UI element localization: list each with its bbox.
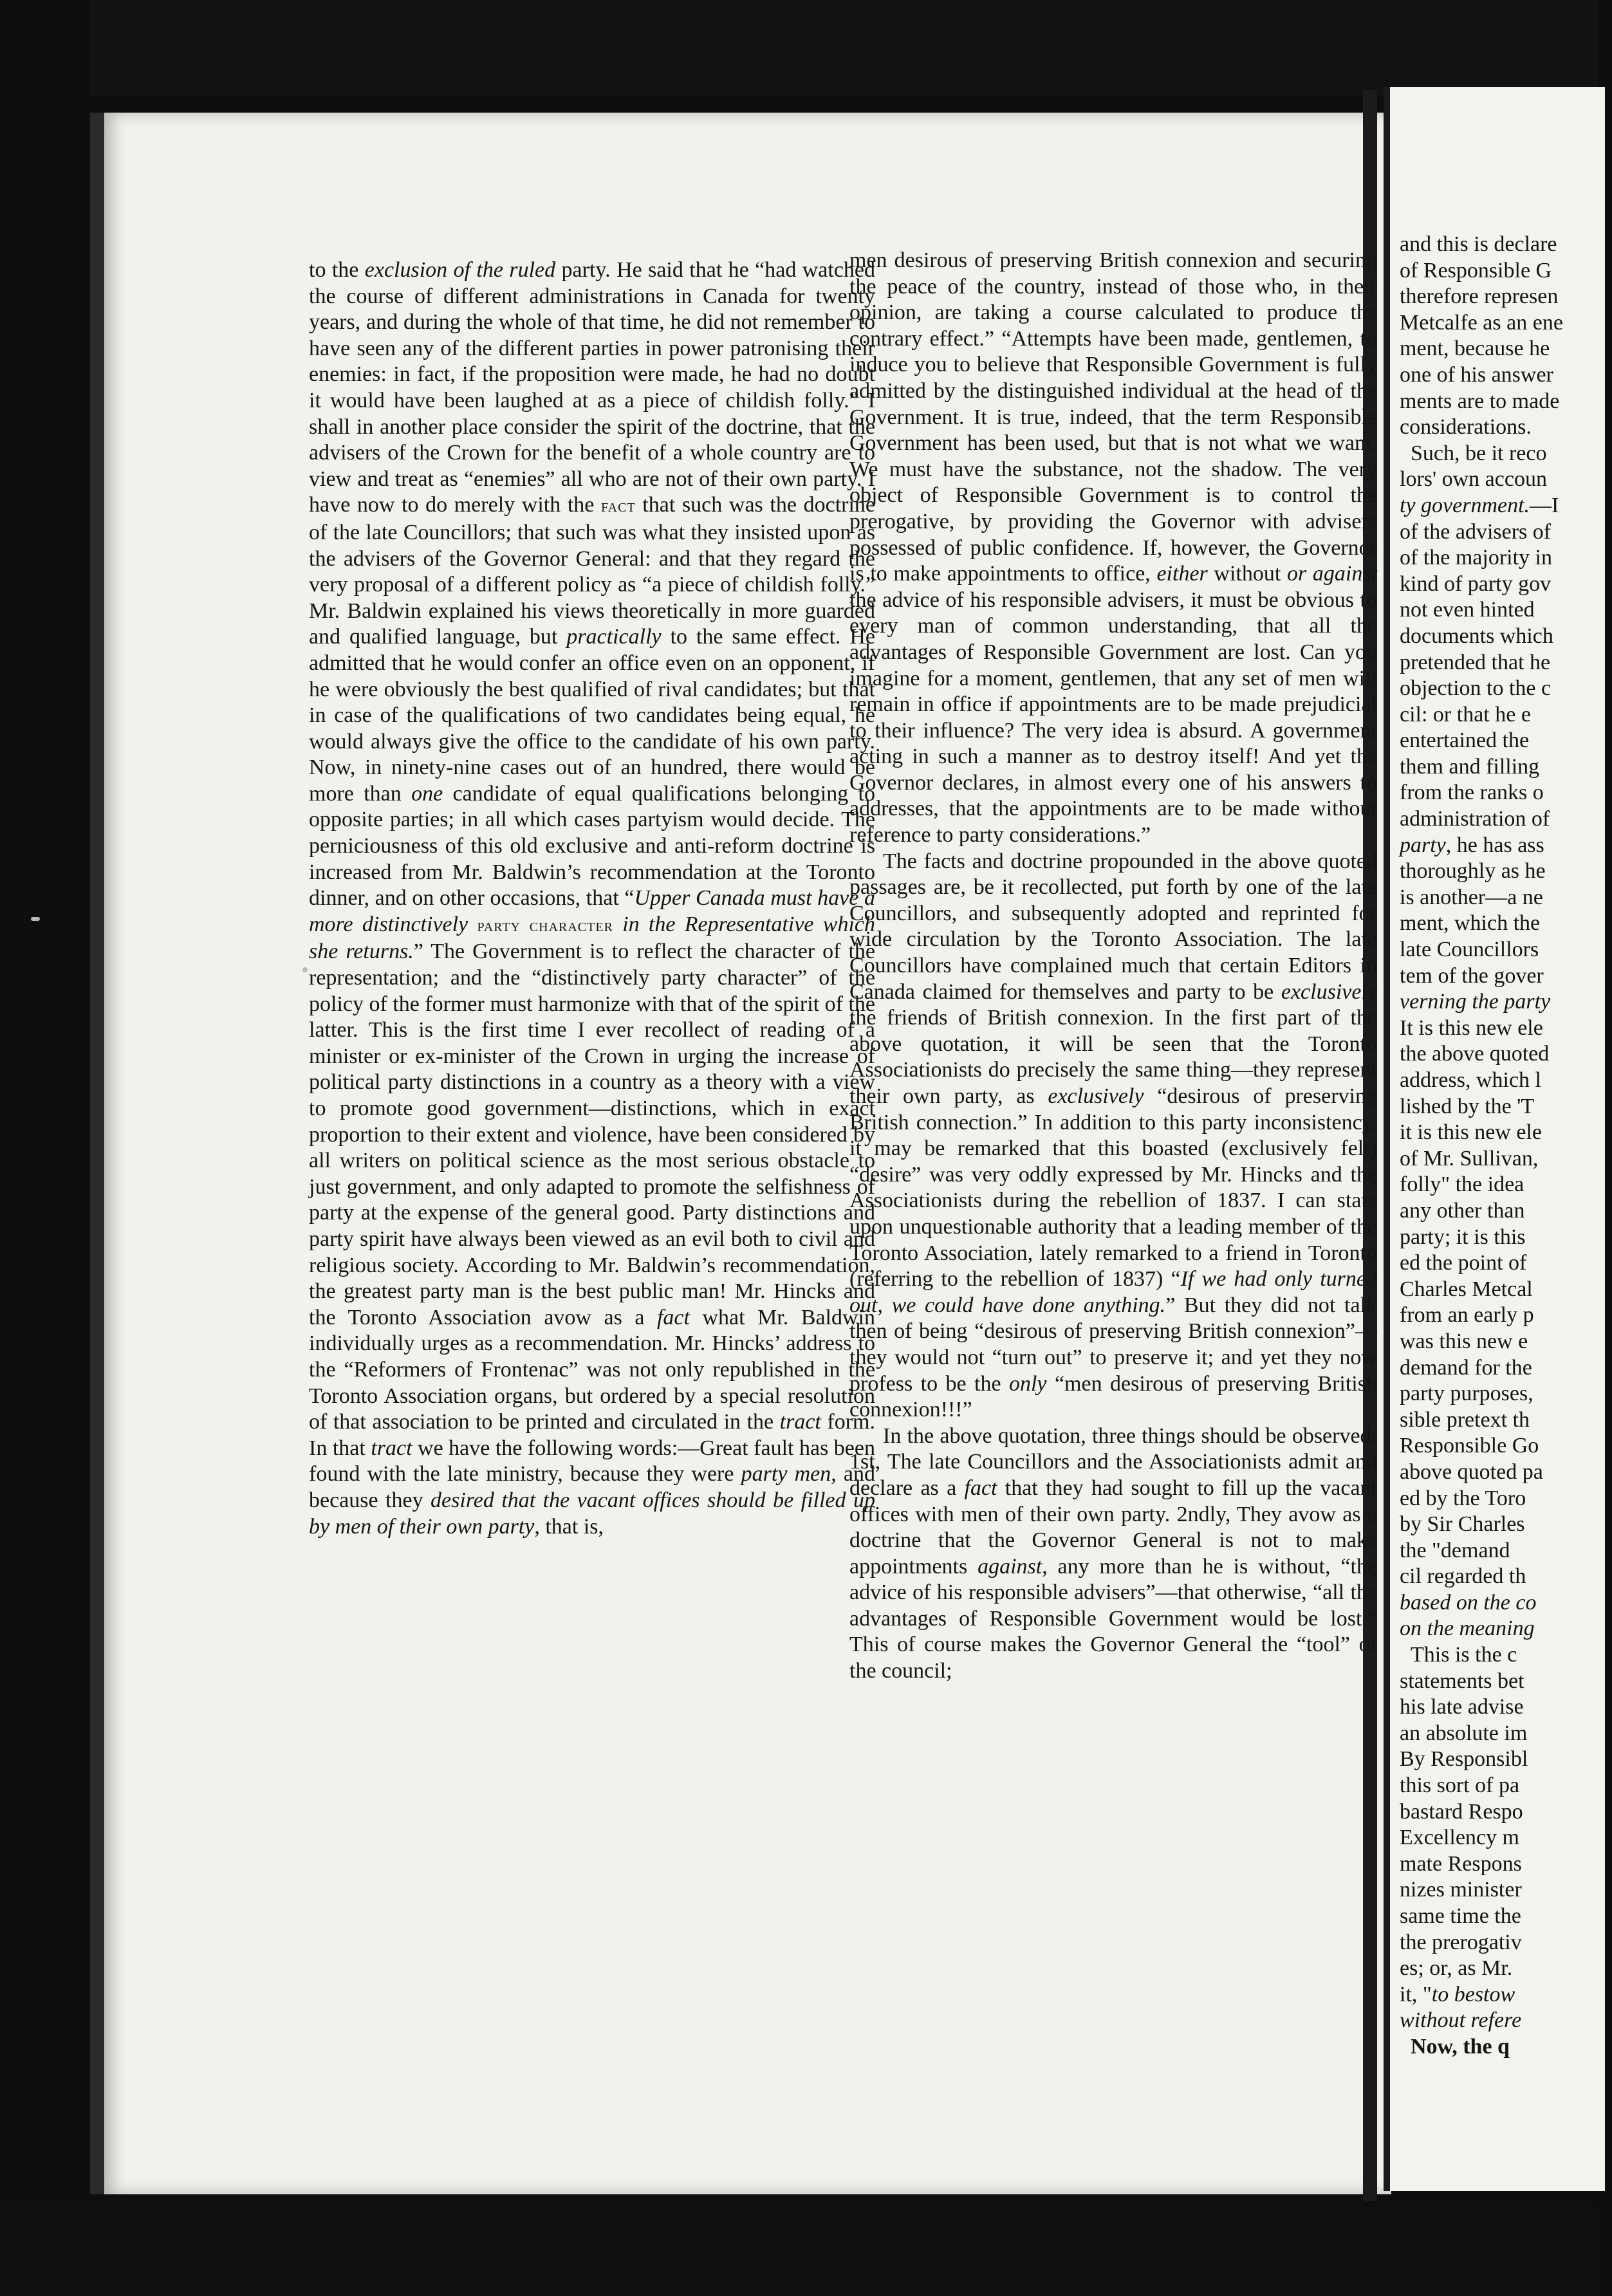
column3-paragraph: ty government.—I [1400, 493, 1559, 517]
column3-paragraph: Such, be it reco [1400, 441, 1547, 465]
scan-speck [31, 917, 40, 921]
column3-paragraph: demand for the [1400, 1355, 1532, 1380]
text-column-2 [849, 248, 1377, 1934]
column3-paragraph: ment, which the [1400, 911, 1541, 936]
column3-paragraph: lors' own accoun [1400, 467, 1547, 492]
column3-paragraph: was this new e [1400, 1329, 1528, 1353]
column3-paragraph: of Responsible G [1400, 258, 1552, 282]
column3-paragraph: Metcalfe as an ene [1400, 310, 1563, 335]
column3-paragraph: his late advise [1400, 1695, 1524, 1719]
column3-paragraph: same time the [1400, 1904, 1521, 1928]
text-column-1 [309, 257, 875, 1924]
column3-paragraph: verning the party [1400, 990, 1551, 1014]
column3-paragraph: by Sir Charles [1400, 1512, 1525, 1537]
column3-paragraph: and this is declare [1400, 232, 1557, 256]
column3-paragraph: one of his answer [1400, 362, 1553, 387]
column3-paragraph: party purposes, [1400, 1382, 1533, 1406]
column3-paragraph: sible pretext th [1400, 1407, 1530, 1432]
column1-paragraph: to the exclusion of the ruled party. He said that he “had watched the course of different administrations in Canada for twenty years, and during the whole of that time, he did not remember to have seen any of the different parties in power patronising their enemies: in fact, if the proposition were made, he had no doubt it would have been laughed at as a piece of childish folly.” I shall in another place consider the spirit of the doctrine, that the advisers of the Crown for the benefit of a whole country are to view and treat as “enemies” all who are not of their own party. I have now to do merely with the fact that such was the doctrine of the late Councillors; that such was what they insisted upon as the advisers of the Governor General: and that they regard the very proposal of a different policy as “a piece of childish folly.” Mr. Baldwin explained his views theoretically in more guarded and qualified language, but practically to the same effect. He admitted that he would confer an office even on an opponent, if he were obviously the best qualified of rival candidates; but that in case of the qualifications of two candidates being equal, he would always give the office to the candidate of his own party. Now, in ninety-nine cases out of an hundred, there would be more than one candidate of equal qualifications belonging to opposite parties; in all which cases partyism would decide. The perniciousness of this old exclusive and anti-reform doctrine is increased from Mr. Baldwin’s recommendation at the Toronto dinner, and on other occasions, that “Upper Canada must have a more distinctively party character in the Representative which she returns.” The Government is to reflect the character of the representation; and the “distinctively party character” of the policy of the former must harmonize with that of the spirit of the latter. This is the first time I ever recollect of reading of a minister or ex-minister of the Crown in urging the increase of political party distinctions in a country as a theory with a view to promote good government—distinctions, which in exact proportion to their extent and violence, have been considered by all writers on political science as the most serious obstacle to just government, and only adapted to promote the selfishness of party at the expense of the general good. Party distinctions and party spirit have always been viewed as an evil both to civil and religious society. According to Mr. Baldwin’s recommendation, the greatest party man is the best public man! Mr. Hincks and the Toronto Association avow as a fact what Mr. Baldwin individually urges as a recommendation. Mr. Hincks’ address to the “Reformers of Frontenac” was not only republished in the Toronto Association organs, but ordered by a special resolution of that association to be printed and circulated in the tract form. In that tract we have the following words:—Great fault has been found with the late ministry, because they were party men, and because they desired that the vacant offices should be filled up by men of their own party, that is, [309, 258, 876, 1539]
column3-paragraph: bastard Respo [1400, 1799, 1523, 1824]
column3-paragraph: Charles Metcal [1400, 1277, 1533, 1301]
column2-paragraph: men desirous of preserving British connexion and securing the peace of the country, instead of those who, in their opinion, are taking a course calculated to produce the contrary effect.” “Attempts have been made, gentlemen, to induce you to believe that Responsible Government is fully admitted by the distinguished individual at the head of the Government. It is true, indeed, that the term Responsible Government has been used, but that is not what we want. We must have the substance, not the shadow. The very object of Responsible Government is to control the prerogative, by providing the Governor with advisers possessed of public confidence. If, however, the Governor is to make appointments to office, either without or against the advice of his responsible advisers, it must be obvious to every man of common understanding, that all the advantages of Responsible Government are lost. Can you imagine for a moment, gentlemen, that any set of men will remain in office if appointments are to be made prejudicial to their influence? The very idea is absurd. A government acting in such a manner as to destroy itself! And yet the Governor declares, in almost every one of his answers to addresses, that the appointments are to be made without reference to party considerations.” [849, 248, 1377, 847]
column3-paragraph: es; or, as Mr. [1400, 1956, 1513, 1981]
column2-paragraph: The facts and doctrine propounded in the above quoted passages are, be it recollected, put forth by one of the late Councillors, and subsequently adopted and reprinted for wide circulation by the Toronto Association. The late Councillors have complained much that certain Editors in Canada claimed for themselves and party to be exclusively the friends of British connexion. In the first part of the above quotation, it will be seen that the Toronto Associationists do precisely the same thing—they represent their own party, as exclusively “desirous of preserving British connection.” In addition to this party inconsistency, it may be remarked that this boasted (exclusively felt) “desire” was very oddly expressed by Mr. Hincks and the Associationists during the rebellion of 1837. I can state upon unquestionable authority that a leading member of the Toronto Association, lately remarked to a friend in Toronto (referring to the rebellion of 1837) “If we had only turned out, we could have done anything.” But they did not talk then of being “desirous of preserving British connexion”—they would not “turn out” to preserve it; and yet they now profess to be the only “men desirous of preserving British connexion!!!” [849, 849, 1377, 1422]
column3-paragraph: them and filling [1400, 754, 1540, 779]
column3-paragraph: from the ranks o [1400, 781, 1544, 805]
column3-paragraph: late Councillors [1400, 938, 1539, 962]
column3-paragraph: nizes minister [1400, 1878, 1522, 1902]
column3-paragraph: ed by the Toro [1400, 1486, 1526, 1510]
column3-paragraph: lished by the 'T [1400, 1094, 1535, 1118]
column3-paragraph: the "demand [1400, 1538, 1510, 1562]
column3-paragraph: Now, the q [1411, 2034, 1510, 2059]
column3-paragraph: party; it is this [1400, 1225, 1526, 1249]
column3-paragraph: party, he has ass [1400, 833, 1544, 857]
column3-paragraph: of Mr. Sullivan, [1400, 1146, 1539, 1171]
column3-paragraph: of the advisers of [1400, 519, 1552, 544]
scan-border-top [0, 0, 1598, 97]
column3-paragraph: Excellency m [1400, 1826, 1519, 1850]
column3-paragraph: administration of [1400, 807, 1550, 831]
column3-paragraph: this sort of pa [1400, 1773, 1520, 1798]
column3-paragraph: based on the co [1400, 1590, 1537, 1615]
column3-paragraph: objection to the c [1400, 676, 1552, 701]
column3-paragraph: not even hinted [1400, 598, 1535, 622]
column3-paragraph: ment, because he [1400, 337, 1550, 361]
column3-paragraph: it, "to bestow [1400, 1982, 1515, 2006]
column3-paragraph: pretended that he [1400, 650, 1551, 674]
column3-paragraph: folly" the idea [1400, 1172, 1524, 1197]
column3-paragraph: without refere [1400, 2008, 1522, 2033]
scan-border-bottom [0, 2201, 1598, 2296]
column3-paragraph: statements bet [1400, 1669, 1524, 1693]
column3-paragraph: ed the point of [1400, 1251, 1527, 1275]
column3-paragraph: an absolute im [1400, 1721, 1528, 1745]
column3-paragraph: the prerogativ [1400, 1930, 1522, 1954]
column3-paragraph: Responsible Go [1400, 1434, 1539, 1458]
column3-paragraph: of the majority in [1400, 546, 1553, 570]
column3-paragraph: above quoted pa [1400, 1459, 1543, 1484]
column3-paragraph: It is this new ele [1400, 1015, 1543, 1040]
column3-paragraph: mate Respons [1400, 1851, 1522, 1876]
column3-paragraph: tem of the gover [1400, 963, 1544, 988]
text-column-3-partial [1400, 232, 1612, 2059]
column3-paragraph: therefore represen [1400, 284, 1559, 309]
column3-paragraph: is another—a ne [1400, 885, 1543, 909]
column3-paragraph: considerations. [1400, 415, 1532, 440]
column3-paragraph: any other than [1400, 1198, 1525, 1223]
column3-paragraph: from an early p [1400, 1303, 1534, 1328]
column3-paragraph: address, which l [1400, 1068, 1542, 1092]
column3-paragraph: By Responsibl [1400, 1747, 1528, 1772]
column3-paragraph: cil regarded th [1400, 1564, 1526, 1589]
scan-border-left [0, 0, 90, 2296]
column3-paragraph: kind of party gov [1400, 571, 1552, 596]
column3-paragraph: This is the c [1400, 1643, 1517, 1667]
scan-speck [302, 967, 308, 972]
column3-paragraph: cil: or that he e [1400, 702, 1531, 727]
column3-paragraph: ments are to made [1400, 389, 1560, 413]
column3-paragraph: the above quoted [1400, 1042, 1550, 1066]
column3-paragraph: it is this new ele [1400, 1120, 1542, 1145]
column3-paragraph: on the meaning [1400, 1616, 1535, 1641]
column3-paragraph: entertained the [1400, 728, 1530, 753]
column3-paragraph: documents which [1400, 624, 1553, 648]
column2-paragraph: In the above quotation, three things should be observed: 1st, The late Councillors and the Associationists admit and declare as a fact that they had sought to fill up the vacant offices with men of their own party. 2ndly, They avow as a doctrine that the Governor General is not to make appointments against, any more than he is without, “the advice of his responsible advisers”—that otherwise, “all the advantages of Responsible Government would be lost.” This of course makes the Governor General the “tool” of the council; [849, 1423, 1377, 1683]
column3-paragraph: thoroughly as he [1400, 859, 1546, 884]
